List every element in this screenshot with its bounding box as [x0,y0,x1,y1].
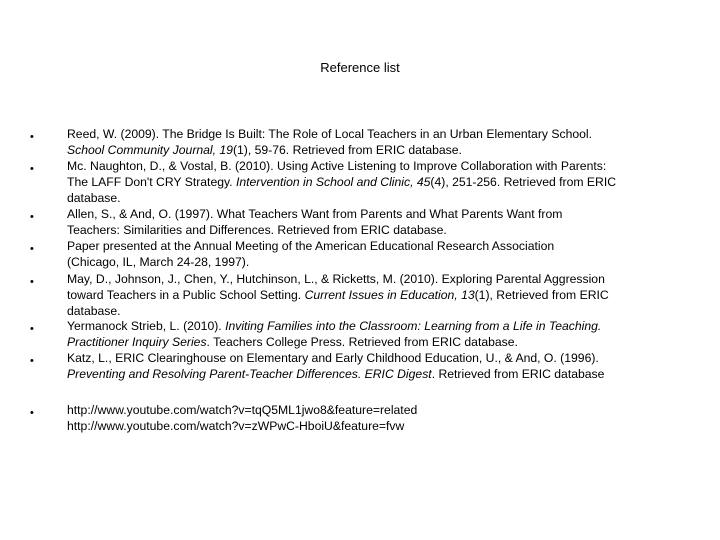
ref-source-italic: Preventing and Resolving Parent-Teacher Differences. ERIC Digest [67,366,432,381]
reference-entry-7: Katz, L., ERIC Clearinghouse on Elementary and Early Childhood Education, U., & And, O. (1996). Preventing and Resolving Parent-Teacher Differences. ERIC Digest. Retrieved from ERIC database [67,351,605,381]
ref-text: Mc. Naughton, D., & Vostal, B. (2010). Using Active Listening to Improve Collaboration with Parents: [67,159,607,173]
bullet-8: • [30,407,34,419]
bullet-5: • [30,276,34,288]
ref-text: Yermanock Strieb, L. (2010). [67,319,226,333]
reference-entry-1: Reed, W. (2009). The Bridge Is Built: The Role of Local Teachers in an Urban Elementary School. School Community Journal, 19(1), 59-76. Retrieved from ERIC database. [67,127,593,157]
ref-source-italic: Intervention in School and Clinic, 45 [235,174,431,189]
reference-entry-6: Yermanock Strieb, L. (2010). Inviting Families into the Classroom: Learning from a Life in Teaching. Practitioner Inquiry Series. Teachers College Press. Retrieved from ERIC database. [67,319,602,349]
bullet-6: • [30,323,34,335]
ref-text: Allen, S., & And, O. (1997). What Teachers Want from Parents and What Parents Want from [67,207,563,221]
ref-text: May, D., Johnson, J., Chen, Y., Hutchinson, L., & Ricketts, M. (2010). Exploring Parental Aggression [67,272,605,286]
bullet-1: • [30,131,34,143]
reference-entry-3: Allen, S., & And, O. (1997). What Teachers Want from Parents and What Parents Want from Teachers: Similarities and Differences. Retrieved from ERIC database. [67,207,563,237]
reference-entry-links [67,403,697,435]
bullet-4: • [30,243,34,255]
ref-text: Katz, L., ERIC Clearinghouse on Elementary and Early Childhood Education, U., & And, O. (1996). [67,351,599,365]
ref-text: Paper presented at the Annual Meeting of the American Educational Research Association [67,239,555,253]
reference-entry-4: Paper presented at the Annual Meeting of the American Educational Research Association (Chicago, IL, March 24-28, 1997). [67,239,555,269]
bullet-3: • [30,211,34,223]
bullet-2: • [30,163,34,175]
bullet-7: • [30,355,34,367]
ref-text: Reed, W. (2009). The Bridge Is Built: The Role of Local Teachers in an Urban Elementary School. [67,127,593,141]
youtube-link-1[interactable]: http://www.youtube.com/watch?v=tqQ5ML1jwo8&feature=related [67,403,418,417]
youtube-link-2[interactable]: http://www.youtube.com/watch?v=zWPwC-HboiU&feature=fvw [67,418,405,433]
ref-source-italic: Current Issues in Education, 13 [304,287,475,302]
ref-source-italic: School Community Journal, 19 [67,142,233,157]
ref-source-italic: Inviting Families into the Classroom: Learning from a Life in Teaching. [225,319,602,333]
page-title: Reference list [320,60,400,75]
reference-entry-2: Mc. Naughton, D., & Vostal, B. (2010). Using Active Listening to Improve Collaboration with Parents: The LAFF Don't CRY Strategy. Intervention in School and Clinic, 45(4), 251-256. Retrieved from ERIC database. [67,159,617,205]
reference-entry-5: May, D., Johnson, J., Chen, Y., Hutchinson, L., & Ricketts, M. (2010). Exploring Parental Aggression toward Teachers in a Public School Setting. Current Issues in Education, 13(1), Retrieved from ERIC database. [67,272,609,318]
